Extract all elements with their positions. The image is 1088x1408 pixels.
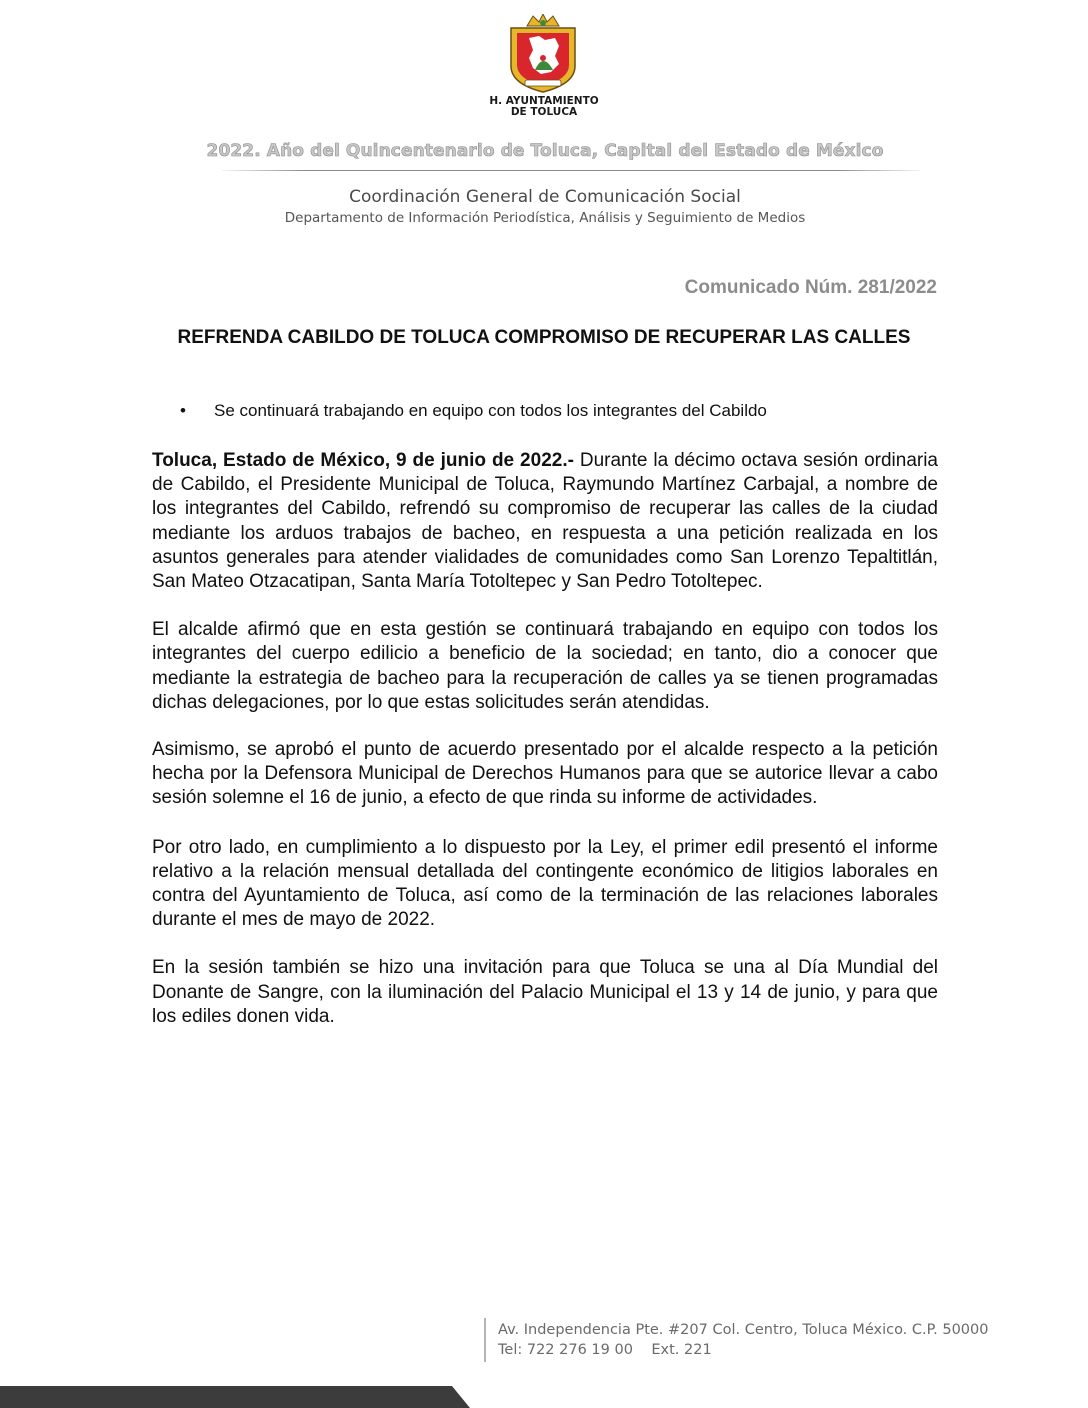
footer-contact	[498, 1320, 988, 1360]
paragraph-1	[152, 449, 938, 594]
paragraph-2: El alcalde afirmó que en esta gestión se continuará trabajando en equipo con todos los integrantes del cuerpo edilicio a beneficio de la sociedad; en tanto, dio a conocer que mediante la estrategia de bacheo para la recuperación de calles ya se tienen programadas dichas delegaciones, por lo que estas solicitudes serán atendidas.	[152, 619, 938, 713]
department-title: Departamento de Información Periodística, Análisis y Seguimiento de Medios	[284, 210, 806, 226]
bullet-dot-icon: •	[180, 401, 186, 420]
list-item	[180, 400, 767, 422]
organization-name	[460, 96, 628, 118]
press-release-body	[152, 449, 938, 1053]
summary-bullet-list	[180, 400, 767, 422]
press-release-headline: REFRENDA CABILDO DE TOLUCA COMPROMISO DE RECUPERAR LAS CALLES	[177, 327, 911, 348]
year-motto: 2022. Año del Quincentenario de Toluca, Capital del Estado de México	[206, 141, 884, 161]
coordination-title: Coordinación General de Comunicación Social	[349, 187, 741, 207]
dateline: Toluca, Estado de México, 9 de junio de 2022.-	[152, 450, 574, 471]
organization-name-line1: H. AYUNTAMIENTO	[489, 95, 599, 107]
footer-divider	[484, 1318, 486, 1362]
toluca-coat-of-arms-icon	[505, 14, 581, 94]
communique-number: Comunicado Núm. 281/2022	[684, 277, 937, 298]
footer-address: Av. Independencia Pte. #207 Col. Centro, Toluca México. C.P. 50000	[498, 1322, 989, 1338]
paragraph-1-text: Durante la décimo octava sesión ordinaria de Cabildo, el Presidente Municipal de Toluca, Raymundo Martínez Carbajal, a nombre de los integrantes del Cabildo, refrendó su compromiso de recuperar las calles de la ciudad mediante los arduos trabajos de bacheo, en respuesta a una petición realizada en los asuntos generales para atender vialidades de comunidades como San Lorenzo Tepaltitlán, San Mateo Otzacatipan, Santa María Totoltepec y San Pedro Totoltepec.	[152, 450, 938, 593]
organization-name-line2: DE TOLUCA	[510, 106, 578, 118]
footer-phone: Tel: 722 276 19 00 Ext. 221	[498, 1342, 712, 1358]
bullet-text: Se continuará trabajando en equipo con todos los integrantes del Cabildo	[214, 401, 767, 420]
footer-decorative-bar	[0, 1386, 470, 1408]
paragraph-5: En la sesión también se hizo una invitación para que Toluca se una al Día Mundial del Donante de Sangre, con la iluminación del Palacio Municipal el 13 y 14 de junio, y para que los ediles donen vida.	[152, 957, 938, 1027]
paragraph-3: Asimismo, se aprobó el punto de acuerdo presentado por el alcalde respecto a la petición hecha por la Defensora Municipal de Derechos Humanos para que se autorice llevar a cabo sesión solemne el 16 de junio, a efecto de que rinda su informe de actividades.	[152, 739, 938, 809]
paragraph-4: Por otro lado, en cumplimiento a lo dispuesto por la Ley, el primer edil presentó el informe relativo a la relación mensual detallada del contingente económico de litigios laborales en contra del Ayuntamiento de Toluca, así como de la terminación de las relaciones laborales durante el mes de mayo de 2022.	[152, 836, 938, 931]
header-divider	[222, 170, 920, 171]
